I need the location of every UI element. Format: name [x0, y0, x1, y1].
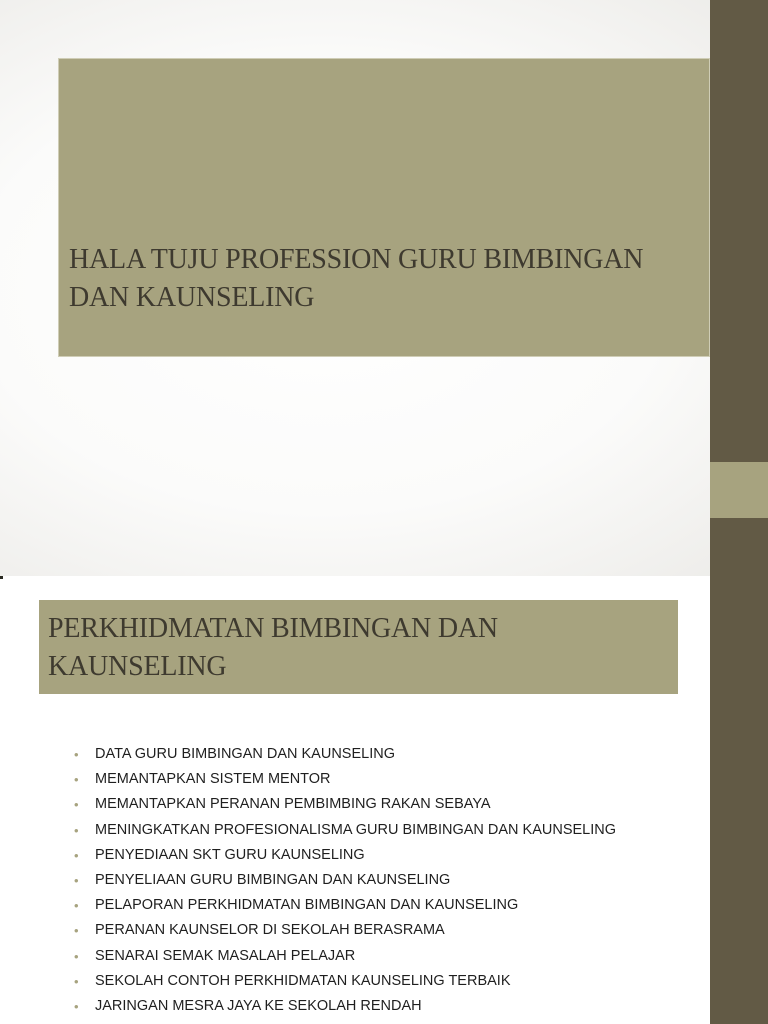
list-item	[74, 994, 616, 1019]
bullet-icon: •	[74, 847, 79, 863]
side-decoration-tab	[710, 462, 768, 518]
list-item	[74, 868, 616, 893]
bullet-icon: •	[74, 797, 79, 813]
bullet-icon: •	[74, 822, 79, 838]
list-item-text: DATA GURU BIMBINGAN DAN KAUNSELING	[95, 746, 395, 762]
bullet-icon: •	[74, 747, 79, 762]
list-item-text: PELAPORAN PERKHIDMATAN BIMBINGAN DAN KAUNSELING	[95, 897, 519, 914]
list-item	[74, 843, 616, 868]
list-item	[74, 742, 616, 767]
bullet-icon: •	[74, 898, 79, 914]
bullet-icon: •	[74, 872, 79, 888]
list-item	[74, 944, 616, 969]
list-item	[74, 918, 616, 943]
slide-heading: PERKHIDMATAN BIMBINGAN DAN KAUNSELING	[48, 613, 498, 682]
bullet-icon: •	[74, 772, 79, 788]
bullet-icon: •	[74, 998, 79, 1014]
list-item	[74, 893, 616, 918]
bullet-icon: •	[74, 923, 79, 939]
slide-corner-mark	[0, 576, 3, 579]
list-item	[74, 818, 616, 843]
list-item-text: MEMANTAPKAN PERANAN PEMBIMBING RAKAN SEBAYA	[95, 796, 491, 813]
side-decoration-bar	[710, 576, 768, 1024]
list-item-text: PENYELIAAN GURU BIMBINGAN DAN KAUNSELING	[95, 871, 451, 888]
slide-title: HALA TUJU PROFESSION GURU BIMBINGAN DAN KAUNSELING	[69, 244, 644, 313]
list-item	[74, 969, 616, 994]
bullet-icon: •	[74, 973, 79, 989]
list-item	[74, 792, 616, 817]
list-item-text: SEKOLAH CONTOH PERKHIDMATAN KAUNSELING TERBAIK	[95, 972, 511, 989]
bullet-icon: •	[74, 948, 79, 964]
bullet-list	[74, 742, 616, 1019]
list-item-text: MENINGKATKAN PROFESIONALISMA GURU BIMBINGAN DAN KAUNSELING	[95, 821, 617, 838]
list-item-text: PENYEDIAAN SKT GURU KAUNSELING	[95, 846, 365, 863]
list-item-text: JARINGAN MESRA JAYA KE SEKOLAH RENDAH	[95, 997, 422, 1014]
list-item-text: MEMANTAPKAN SISTEM MENTOR	[95, 771, 331, 788]
list-item-text: SENARAI SEMAK MASALAH PELAJAR	[95, 947, 356, 964]
list-item-text: PERANAN KAUNSELOR DI SEKOLAH BERASRAMA	[95, 922, 445, 939]
heading-box	[39, 600, 678, 694]
title-box	[58, 58, 710, 357]
list-item	[74, 767, 616, 792]
slide-2	[0, 576, 768, 1024]
